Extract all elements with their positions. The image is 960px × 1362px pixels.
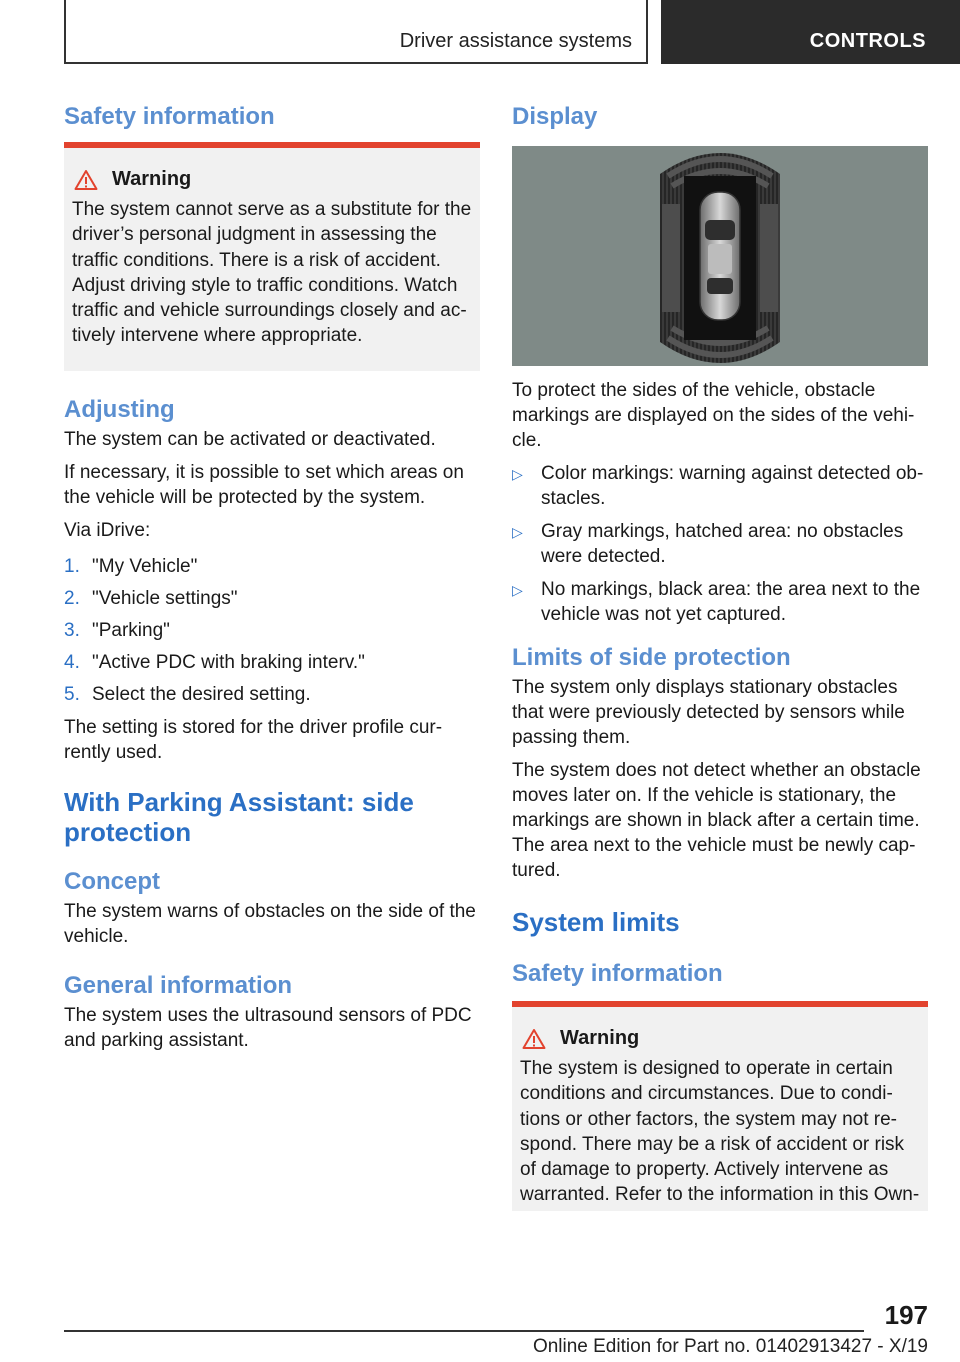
list-item xyxy=(64,551,480,583)
list-item xyxy=(64,615,480,647)
list-item xyxy=(512,577,928,627)
step-text: "Vehicle settings" xyxy=(92,588,238,609)
paragraph: The system warns of obstacles on the side of the vehicle. xyxy=(64,901,476,947)
adjusting-heading: Adjusting xyxy=(64,396,175,423)
vehicle-surround-illustration xyxy=(512,146,928,366)
side-protection-heading: With Parking Assistant: side protection xyxy=(64,787,414,847)
paragraph: The system only displays stationary obstacles that were previously detected by sensors while passing them. xyxy=(512,677,905,748)
section-tab xyxy=(64,0,648,64)
list-item xyxy=(64,647,480,679)
safety-info-heading: Safety information xyxy=(64,103,275,130)
warning-text: The system cannot serve as a substitute for the driver’s personal judgment in assessing the traffic conditions. There is a risk of accident. Adjust driving style to traffic conditions. Watch traffic and vehicle surroundings closely and ac-tively intervene where appropriate. xyxy=(72,199,472,347)
bullet-text: No markings, black area: the area next to the vehicle was not yet captured. xyxy=(541,579,921,625)
list-item xyxy=(512,519,928,569)
paragraph: Via iDrive: xyxy=(64,520,151,541)
warning-box xyxy=(64,142,480,371)
step-text: "Parking" xyxy=(92,620,170,641)
paragraph: If necessary, it is possible to set which areas on the vehicle will be protected by the system. xyxy=(64,462,464,508)
triangle-right-icon: ▷ xyxy=(512,582,523,598)
list-item xyxy=(64,679,480,711)
general-info-heading: General information xyxy=(64,972,293,999)
warning-triangle-icon xyxy=(522,1028,546,1050)
step-text: "My Vehicle" xyxy=(92,556,198,577)
bullet-text: Gray markings, hatched area: no obstacles were detected. xyxy=(541,521,904,567)
paragraph: The system can be activated or deactivated. xyxy=(64,429,436,450)
paragraph: The setting is stored for the driver profile cur-rently used. xyxy=(64,717,443,763)
chapter-title: CONTROLS xyxy=(809,30,926,52)
section-title: Driver assistance systems xyxy=(399,30,632,52)
footer-divider xyxy=(64,1330,864,1332)
triangle-right-icon: ▷ xyxy=(512,466,523,482)
paragraph: The system does not detect whether an obstacle moves later on. If the vehicle is stationary, the markings are shown in black after a certain time. The area next to the vehicle must be newly cap-tured. xyxy=(512,760,921,881)
concept-heading: Concept xyxy=(64,868,160,895)
warning-title xyxy=(520,1027,920,1050)
step-number: 3. xyxy=(64,620,80,641)
warning-label: Warning xyxy=(112,168,192,190)
warning-box xyxy=(512,1001,928,1211)
step-number: 5. xyxy=(64,684,80,705)
left-column xyxy=(64,100,480,1053)
warning-text: The system is designed to operate in certain conditions and circumstances. Due to condi-tions or other factors, the system may not re-spond. There may be a risk of accident or risk of damage to property. Actively intervene as warranted. Refer to the information in this Own- xyxy=(520,1058,920,1206)
system-limits-heading: System limits xyxy=(512,907,680,937)
step-number: 2. xyxy=(64,588,80,609)
warning-triangle-icon xyxy=(74,169,98,191)
marking-list xyxy=(512,461,928,627)
display-heading: Display xyxy=(512,103,598,130)
chapter-tab xyxy=(661,0,960,64)
list-item xyxy=(512,461,928,511)
page-header xyxy=(0,0,960,66)
step-text: "Active PDC with braking interv." xyxy=(92,652,365,673)
limits-heading: Limits of side protection xyxy=(512,644,791,671)
step-list xyxy=(64,551,480,711)
warning-title xyxy=(72,168,472,191)
page-number: 197 xyxy=(884,1300,928,1330)
step-number: 4. xyxy=(64,652,80,673)
side-protection-display-image xyxy=(512,146,928,366)
triangle-right-icon: ▷ xyxy=(512,524,523,540)
bullet-text: Color markings: warning against detected ob-stacles. xyxy=(541,463,924,509)
right-column xyxy=(512,100,928,1211)
step-text: Select the desired setting. xyxy=(92,684,311,705)
edition-text: Online Edition for Part no. 01402913427 - X/19 xyxy=(532,1336,928,1357)
paragraph: To protect the sides of the vehicle, obstacle markings are displayed on the sides of the vehi-cle. xyxy=(512,380,915,451)
step-number: 1. xyxy=(64,556,80,577)
warning-label: Warning xyxy=(560,1027,640,1049)
paragraph: The system uses the ultrasound sensors of PDC and parking assistant. xyxy=(64,1005,472,1051)
safety-info-heading: Safety information xyxy=(512,960,723,987)
list-item xyxy=(64,583,480,615)
